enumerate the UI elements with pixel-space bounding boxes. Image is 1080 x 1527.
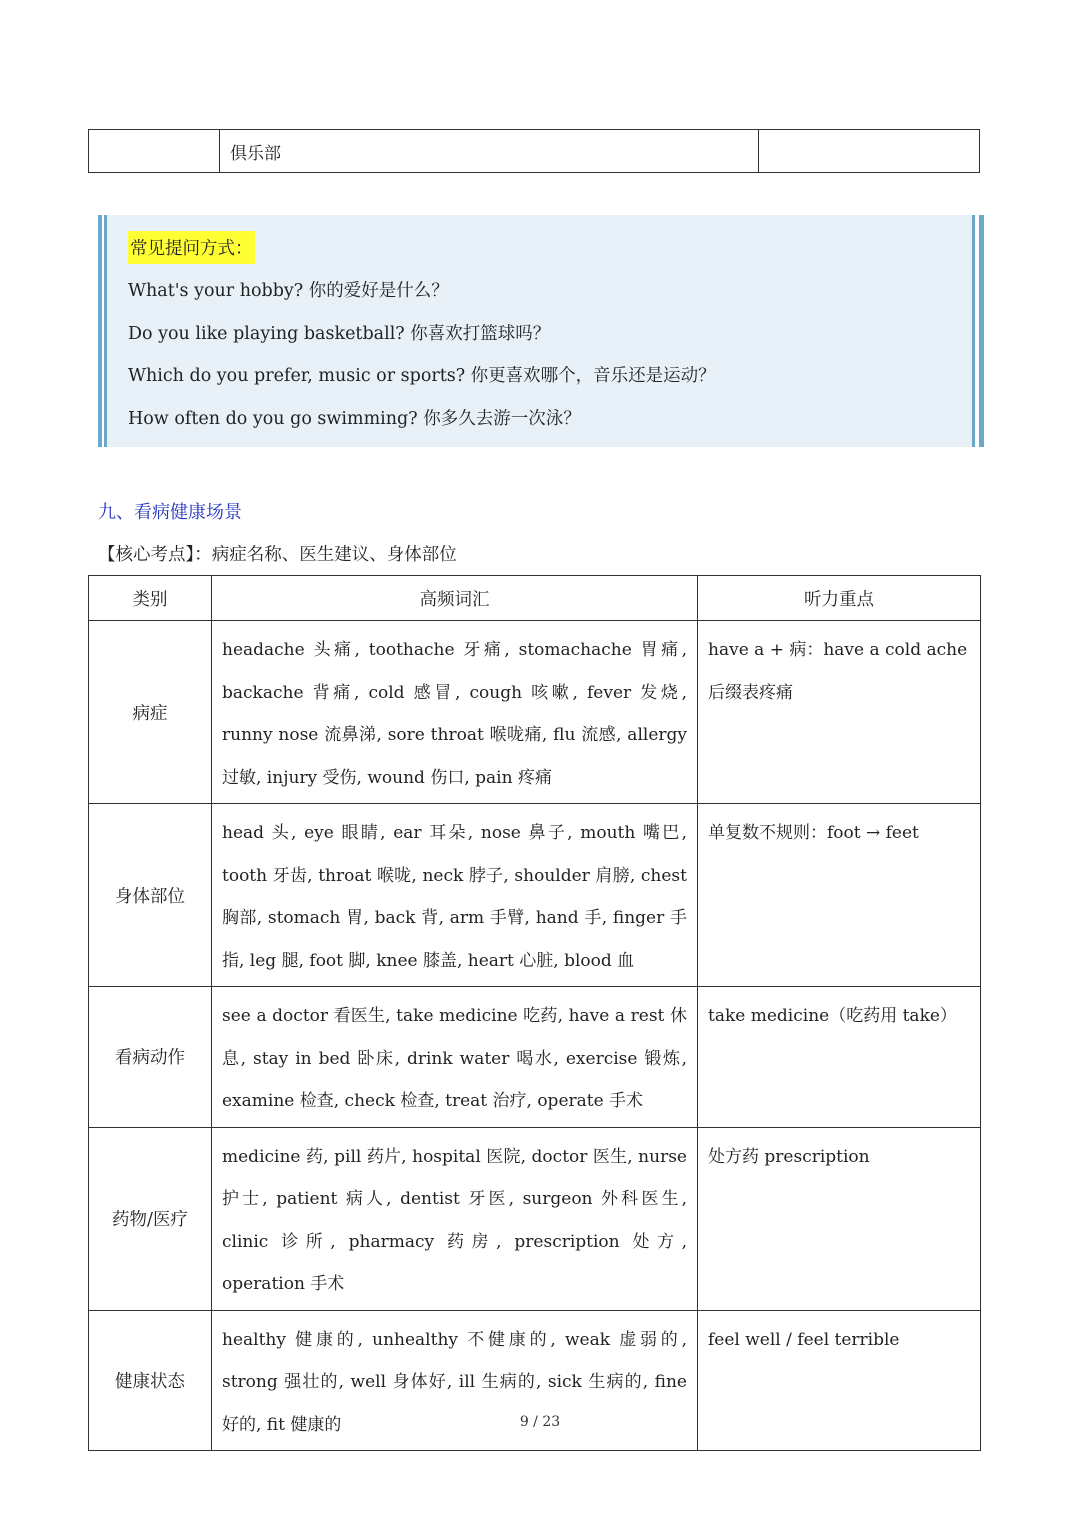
category-cell: 健康状态 bbox=[89, 1310, 212, 1451]
vocab-cell: medicine 药, pill 药片, hospital 医院, doctor 医生, nurse 护士, patient 病人, dentist 牙医, surgeon 外科医生, clinic 诊所, pharmacy 药房, prescription 处方, operation 手术 bbox=[212, 1127, 698, 1310]
callout-left-border bbox=[98, 215, 107, 447]
page-number: 9 / 23 bbox=[519, 1414, 561, 1430]
focus-cell: have a + 病：have a cold ache 后缀表疼痛 bbox=[698, 621, 981, 804]
table-cell: 俱乐部 bbox=[220, 130, 759, 173]
table-cell bbox=[759, 130, 980, 173]
vocab-cell: head 头, eye 眼睛, ear 耳朵, nose 鼻子, mouth 嘴巴, tooth 牙齿, throat 喉咙, neck 脖子, shoulder 肩膀, chest 胸部, stomach 胃, back 背, arm 手臂, hand 手, finger 手指, leg 腿, foot 脚, knee 膝盖, heart 心脏, blood 血 bbox=[212, 804, 698, 987]
category-cell: 药物/医疗 bbox=[89, 1127, 212, 1310]
focus-cell: 处方药 prescription bbox=[698, 1127, 981, 1310]
table-row bbox=[89, 621, 981, 804]
focus-cell: 单复数不规则：foot → feet bbox=[698, 804, 981, 987]
vocabulary-table bbox=[88, 575, 981, 1451]
column-header: 听力重点 bbox=[698, 576, 981, 621]
category-cell: 身体部位 bbox=[89, 804, 212, 987]
vocab-cell: headache 头痛, toothache 牙痛, stomachache 胃痛, backache 背痛, cold 感冒, cough 咳嗽, fever 发烧, runny nose 流鼻涕, sore throat 喉咙痛, flu 流感, allergy 过敏, injury 受伤, wound 伤口, pain 疼痛 bbox=[212, 621, 698, 804]
focus-cell: feel well / feel terrible bbox=[698, 1310, 981, 1451]
callout-heading: 常见提问方式： bbox=[128, 231, 255, 264]
callout-line: What's your hobby? 你的爱好是什么？ bbox=[128, 281, 449, 301]
callout-line: Which do you prefer, music or sports? 你更喜欢哪个，音乐还是运动？ bbox=[128, 366, 716, 386]
table-header-row bbox=[89, 576, 981, 621]
key-points-text: 【核心考点】：病症名称、医生建议、身体部位 bbox=[98, 545, 457, 565]
column-header: 高频词汇 bbox=[212, 576, 698, 621]
callout-right-border bbox=[972, 215, 984, 447]
category-cell: 看病动作 bbox=[89, 987, 212, 1128]
column-header: 类别 bbox=[89, 576, 212, 621]
table-row bbox=[89, 987, 981, 1128]
callout-line: How often do you go swimming? 你多久去游一次泳？ bbox=[128, 409, 581, 429]
question-callout-box bbox=[98, 215, 984, 447]
section-title: 九、看病健康场景 bbox=[98, 502, 242, 523]
top-table-fragment bbox=[88, 129, 980, 173]
callout-line: Do you like playing basketball? 你喜欢打篮球吗？ bbox=[128, 324, 551, 344]
focus-cell: take medicine（吃药用 take） bbox=[698, 987, 981, 1128]
vocab-cell: healthy 健康的, unhealthy 不健康的, weak 虚弱的, strong 强壮的, well 身体好, ill 生病的, sick 生病的, fine 好的, fit 健康的 bbox=[212, 1310, 698, 1451]
table-cell bbox=[89, 130, 220, 173]
vocab-cell: see a doctor 看医生, take medicine 吃药, have a rest 休息, stay in bed 卧床, drink water 喝水, exercise 锻炼, examine 检查, check 检查, treat 治疗, operate 手术 bbox=[212, 987, 698, 1128]
table-row bbox=[89, 1127, 981, 1310]
table-row bbox=[89, 130, 980, 173]
table-row bbox=[89, 804, 981, 987]
category-cell: 病症 bbox=[89, 621, 212, 804]
